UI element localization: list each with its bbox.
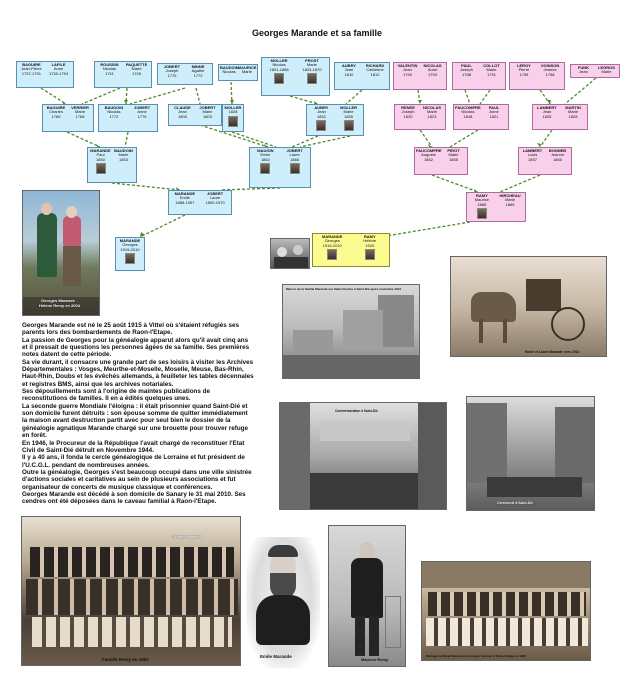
tree-couple[interactable]: MOLLER Nicolas 1801-1868 PROST Marie 1803-1870 xyxy=(261,57,330,96)
tree-couple[interactable]: MARANDE Paul 1850 BAUDOIN Marie 1853 xyxy=(87,147,137,183)
bio-paragraph: Georges Marande est né le 25 août 1915 à Vittel où s'étaient réfugiés ses parents lors des bombardements de Raon-l'Etape. xyxy=(22,322,239,337)
person-name: BAUDOIN xyxy=(114,148,133,153)
tree-couple[interactable]: FAUCOMPRE Auguste 1852 PIROT Marie 1855 xyxy=(414,147,468,175)
person-name: COLLOT xyxy=(483,63,500,68)
person-name: JOBERT xyxy=(207,191,224,196)
family-group-photo xyxy=(21,516,241,666)
person-name: BAGUIRE xyxy=(22,62,41,67)
tree-couple[interactable]: VALENTIN Jean 1790 NICOLAS Anne 1793 xyxy=(393,62,447,90)
ancestor-photo xyxy=(290,163,300,174)
emile-caption: Emile Marande xyxy=(260,654,292,659)
tree-couple[interactable]: RENEE Joseph 1820 NICOLAS Marie 1823 xyxy=(394,104,446,130)
person-name: MARANDE xyxy=(119,238,141,243)
bio-paragraph: La seconde guerre Mondiale l'éloigna : il était prisonnier quand Saint-Dié et son domicile furent détruits : son épouse somme de quitter immédiatement la maison avant destruction partit avec pour seul bien le dossier de la généalogie agnatique Marande chargé sur une brouette pour trouver refuge en forêt. xyxy=(22,402,249,440)
person-name: MARTIN xyxy=(565,105,581,110)
person-name: FAUCOMPRE xyxy=(455,105,481,110)
person-name: JOBERT xyxy=(286,148,303,153)
portrait-caption-1: Georges Marande xyxy=(41,298,75,303)
person-name: MARANDE xyxy=(174,191,196,196)
person-name: PAUL xyxy=(488,105,500,110)
person-name: MOLLER xyxy=(340,105,357,110)
person-name: RICHARD xyxy=(365,63,385,68)
house-photo xyxy=(282,284,420,379)
family-caption: Famille Remy en 1957 xyxy=(102,657,149,662)
person-name: BONNEB xyxy=(548,148,567,153)
person-name: PAQUETTE xyxy=(125,62,148,67)
bio-paragraph: Georges Marande est décédé à son domicile de Sanary le 31 mai 2010. Ses cendres ont été déposées dans le caveau familial à Raon-l'Etape. xyxy=(22,490,246,506)
family-name-tag: Georges Marande xyxy=(172,535,202,539)
wedding-group-photo xyxy=(421,561,591,661)
ancestor-photo xyxy=(316,120,326,131)
person-name: HIRCHEAU xyxy=(499,193,521,198)
person-name: BAUDOIN xyxy=(104,105,124,110)
tree-couple[interactable]: PAUL Joseph 1788 COLLOT Marie 1791 xyxy=(452,62,506,90)
person-name: MOLLER xyxy=(270,58,288,63)
person-name: FUNK xyxy=(577,65,590,70)
bio-paragraph: Outre la généalogie, Georges s'est beaucoup occupé dans une ville sinistrée d'actions sociales et caritatives au sein de plusieurs associations et fut organisateur de concerts de musique classique et conférences. xyxy=(22,468,252,491)
bio-paragraph: Ses dépouillements sont à l'origine de maintes publications de reconstitutions de familles. Il en a édités quelques unes. xyxy=(22,388,210,403)
portrait-photo xyxy=(22,190,100,316)
person-name: NICOLAS xyxy=(423,63,442,68)
tree-couple[interactable]: BAUDOIN Nicolas 1772 JOBERT Anne 1775 xyxy=(98,104,158,132)
maurice-portrait-photo xyxy=(328,525,406,667)
person-name: LAFILE xyxy=(51,62,66,67)
couple-snapshot-photo xyxy=(270,238,310,269)
person-name: ROUSSIN xyxy=(100,62,119,67)
person-name: VERRIER xyxy=(71,105,89,110)
person-name: AUBRY xyxy=(341,63,356,68)
carriage-photo xyxy=(450,256,607,357)
tree-couple[interactable]: LAMBERT Louis 1857 BONNEB Jeanne 1860 xyxy=(518,147,572,175)
maurice-caption: Maurice Remy xyxy=(361,657,389,662)
person-name: MARANDE xyxy=(90,148,111,153)
ancestor-photo xyxy=(365,249,375,260)
person-name: MINNE xyxy=(191,64,205,69)
person-name: VOINSON xyxy=(540,63,560,68)
tree-couple[interactable]: MARANDE Emile 1888-1957 JOBERT Laure 1890-1970 xyxy=(168,190,232,215)
tree-person[interactable]: MARANDE Georges 1915-2010 xyxy=(115,237,145,271)
person-name: LEGROS xyxy=(598,65,615,70)
person-name: JOBERT xyxy=(199,105,216,110)
tree-couple[interactable]: FAUCOMPRE Nicolas 1818 PAUL Anne 1821 xyxy=(453,104,509,130)
tree-couple[interactable]: AUBRY Jean 1832 MOLLER Marie 1835 xyxy=(306,104,364,136)
person-name: RAMY xyxy=(363,234,376,239)
tree-couple[interactable]: FUNK Jean LEGROS Marie xyxy=(570,64,620,78)
person-name: JOBERT xyxy=(163,64,181,69)
ancestor-photo xyxy=(477,208,487,219)
street-caption: Commémoration à Saint-Dié xyxy=(335,409,378,413)
wedding-caption: Mariage de Marie Marande et Georges Gardner à Raon-l'Etape en 1920 xyxy=(426,654,526,658)
page-title: Georges Marande et sa famille xyxy=(251,28,383,38)
tree-couple[interactable]: JOBERT Joseph 1770 MINNE Agathe 1772 xyxy=(157,63,213,85)
parade-photo xyxy=(466,396,595,511)
portrait-caption-2: Hélène Remy en 2004 xyxy=(39,303,80,308)
person-name: MAUGIN xyxy=(257,148,274,153)
person-name: PROST xyxy=(305,58,319,63)
ancestor-photo xyxy=(125,253,135,264)
tree-couple[interactable]: MARANDE Georges 1915-2010 RAMY Hélène 1920 xyxy=(312,233,390,267)
person-name: LEROY xyxy=(517,63,531,68)
person-name: PIROT xyxy=(447,148,460,153)
person-name: AUBRY xyxy=(314,105,329,110)
person-name: LAMBERT xyxy=(522,148,543,153)
person-name: RENEE xyxy=(401,105,415,110)
street-photo xyxy=(279,402,447,510)
person-name: VALENTIN xyxy=(397,63,418,68)
tree-couple[interactable]: AUBRY Jean 1810 RICHARD Catherine 1812 xyxy=(334,62,390,90)
tree-couple[interactable]: CLAUDE Jean 1800 JOBERT Marie 1803 xyxy=(168,104,222,126)
carriage-caption: Emile et Laure Marande vers 1910 xyxy=(525,350,580,354)
person-name: BAUDOIN xyxy=(220,65,239,70)
ancestor-photo xyxy=(228,116,238,127)
tree-couple[interactable]: RAMY Maurice 1885 HIRCHEAU Marie 1889 xyxy=(466,192,526,222)
person-name: PAUL xyxy=(461,63,472,68)
tree-couple[interactable]: LEROY Pierre 1795 VOINSON Jeanne 1798 xyxy=(509,62,565,90)
ancestor-photo xyxy=(274,73,284,84)
person-name: FAUCOMPRE xyxy=(416,148,442,153)
bio-paragraph: La passion de Georges pour la généalogie apparut alors qu'il avait cinq ans et il pressait de questions les personnes âgées de sa famille. Ses premières notes datent de cette période. xyxy=(22,336,250,359)
person-name: BAGUIRE xyxy=(46,105,66,110)
bio-paragraph: Il y a 40 ans, il fonda le cercle généalogique de Lorraine et fut président de l'U.C.G.L. pendant de nombreuses années. xyxy=(22,454,245,469)
person-name: JOBERT xyxy=(133,105,151,110)
person-name: MARANDE xyxy=(322,234,343,239)
person-name: RAMY xyxy=(476,193,488,198)
parade-caption: Cérémonie à Saint-Dié xyxy=(497,501,533,505)
bio-paragraph: En 1946, le Procureur de la République l'avait chargé de reconstituer l'Etat Civil de Saint-Dié détruit en Novembre 1944. xyxy=(22,439,245,454)
person-name: CLAUDE xyxy=(174,105,191,110)
tree-couple[interactable]: BAUDOIN Nicolas MAURICE Marie xyxy=(218,64,258,81)
tree-couple[interactable]: BAGUIRE Charles 1765 VERRIER Marie 1768 xyxy=(42,104,94,132)
ancestor-photo xyxy=(96,163,106,174)
person-name: NICOLAS xyxy=(423,105,441,110)
biography-text xyxy=(22,322,254,506)
tree-couple[interactable]: LAMBERT Jean 1825 MARTIN Marie 1828 xyxy=(532,104,588,130)
emile-portrait-photo xyxy=(246,537,320,668)
ancestor-photo xyxy=(327,249,337,260)
ancestor-photo xyxy=(307,73,317,84)
tree-couple[interactable]: ROUSSIN Nicolas 1741 PAQUETTE Marie 1745 xyxy=(94,61,152,88)
person-name: MOLLER xyxy=(224,105,242,110)
tree-couple[interactable]: MAUGIN Emile 1862 JOBERT Laure 1866 xyxy=(249,147,311,188)
house-caption: Maison de la famille Marande rue Saint-Charles à Saint-Dié après novembre 1944 xyxy=(286,287,402,291)
bio-paragraph: Sa vie durant, il consacre une grande part de ses loisirs à visiter les Archives Départementales : Vosges, Meurthe-et-Moselle, Moselle, Meuse, Bas-Rhin, Haut-Rhin, Doubs et les évêchés allemands, à feuilleter les tables décennales et registres BMS, ainsi que les archives notariales. xyxy=(22,358,254,388)
person-name: LAMBERT xyxy=(537,105,557,110)
person-name: MAURICE xyxy=(237,65,257,70)
tree-person[interactable]: MOLLER 1828 xyxy=(222,104,244,132)
ancestor-photo xyxy=(344,120,354,131)
tree-couple[interactable]: BAGUIRE Jean-Pierre 1737-1791 LAFILE Anne 1739-1794 xyxy=(16,61,74,88)
ancestor-photo xyxy=(260,163,270,174)
